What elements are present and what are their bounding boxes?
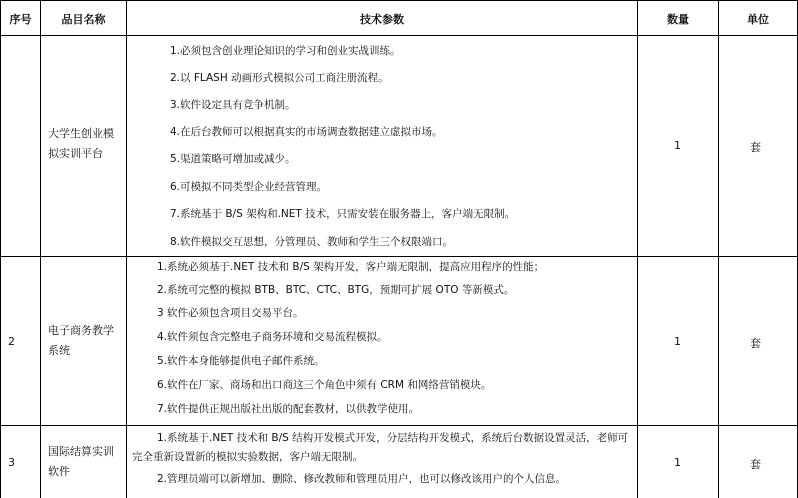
row-qty: 1 — [674, 335, 681, 348]
header-name: 品目名称 — [61, 13, 106, 26]
header-index: 序号 — [9, 13, 32, 26]
row-name: 国际结算实训软件 — [48, 445, 114, 478]
spec-item: 6.软件在厂家、商场和出口商这三个角色中须有 CRM 和网络营销模块。 — [157, 379, 492, 391]
spec-item: 1.系统基于.NET 技术和 B/S 结构开发模式开发，分层结构开发模式，系统后台数据设置灵活，老师可完全重新设置新的模拟实验数据，客户端无限制。 — [132, 432, 629, 463]
row-divider — [0, 256, 798, 257]
spec-item: 1.必须包含创业理论知识的学习和创业实战训练。 — [170, 45, 401, 57]
row-name: 电子商务教学系统 — [48, 324, 114, 357]
spec-item: 7.系统基于 B/S 架构和.NET 技术，只需安装在服务器上，客户端无限制。 — [170, 208, 516, 220]
spec-item: 4.软件须包含完整电子商务环境和交易流程模拟。 — [157, 331, 388, 343]
header-unit: 单位 — [747, 13, 769, 26]
spec-item: 1.系统必须基于.NET 技术和 B/S 架构开发，客户端无限制，提高应用程序的性能； — [157, 261, 545, 273]
spec-item: 8.软件模拟交互思想，分管理员、教师和学生三个权限端口。 — [170, 236, 454, 248]
row-index: 2 — [8, 335, 15, 348]
spec-item: 5.渠道策略可增加或减少。 — [170, 153, 296, 165]
row-qty: 1 — [674, 139, 681, 152]
spec-item: 5.软件本身能够提供电子邮件系统。 — [157, 355, 325, 367]
spec-item: 3 软件必须包含项目交易平台。 — [157, 307, 304, 319]
spec-item: 4.在后台教师可以根据真实的市场调查数据建立虚拟市场。 — [170, 126, 443, 138]
table-border-left — [0, 0, 1, 498]
row-index: 3 — [8, 456, 15, 469]
spec-item: 2.管理员端可以新增加、删除、修改教师和管理员用户，也可以修改该用户的个人信息。 — [157, 473, 567, 485]
table-border-top — [0, 0, 798, 1]
column-divider — [718, 0, 719, 498]
spec-item: 2.系统可完整的模拟 BTB、BTC、CTC、BTG，预期可扩展 OTO 等新模式。 — [157, 284, 515, 296]
column-divider — [126, 0, 127, 498]
column-divider — [637, 0, 638, 498]
spec-item: 2.以 FLASH 动画形式模拟公司工商注册流程。 — [170, 72, 389, 84]
row-name: 大学生创业模拟实训平台 — [48, 127, 114, 160]
row-qty: 1 — [674, 456, 681, 469]
header-specs: 技术参数 — [360, 13, 404, 26]
spec-item: 6.可模拟不同类型企业经营管理。 — [170, 181, 328, 193]
row-divider — [0, 425, 798, 426]
spec-item: 7.软件提供正规出版社出版的配套教材，以供教学使用。 — [157, 403, 420, 415]
header-qty: 数量 — [667, 13, 689, 26]
row-unit: 套 — [750, 141, 761, 154]
spec-item: 3.软件设定具有竞争机制。 — [170, 99, 296, 111]
column-divider — [40, 0, 41, 498]
row-unit: 套 — [750, 458, 761, 471]
row-unit: 套 — [750, 337, 761, 350]
header-divider — [0, 35, 798, 36]
